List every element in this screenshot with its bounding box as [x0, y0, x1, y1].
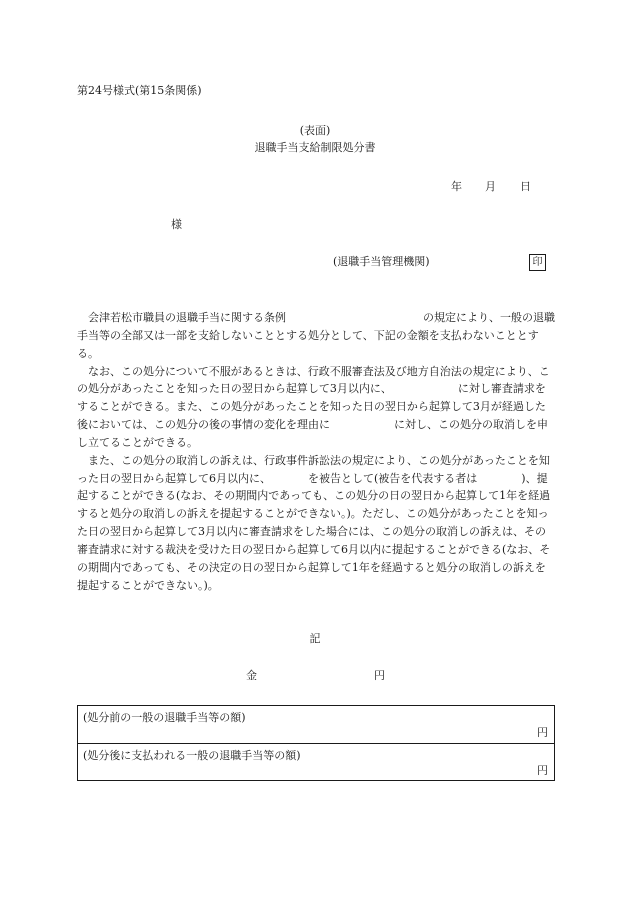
row-unit-before: 円 [537, 726, 548, 739]
seal-stamp: 印 [529, 254, 546, 271]
amount-unit: 円 [374, 669, 385, 682]
form-number: 第24号様式(第15条関係) [77, 84, 202, 97]
date-month: 月 [485, 180, 496, 193]
p3-text-a: また、この処分の取消しの訴えは、行政事件訴訟法の規定により、この処分があったことを知った日の翌日から起算して6月以内に、 [77, 453, 550, 485]
p3-text-c: )、提起することができる(なお、その期間内であっても、この処分の日の翌日から起算して1年を経過すると処分の取消しの訴えを提起することができない。)。ただし、この処分があったことを知った日の翌日から起算して3月以内に審査請求をした場合には、この処分の取消しの訴えは、その審査請求に対する裁決を受けた日の翌日から起算して6月以内に提起することができる(なお、その期間内であっても、その決定の日の翌日から起算して1年を経過すると処分の取消しの訴えを提起することができない。)。 [77, 471, 551, 592]
p1-text-a: 会津若松市職員の退職手当に関する条例 [88, 311, 286, 324]
issuer-label: (退職手当管理機関) [333, 255, 430, 268]
addressee-suffix: 様 [171, 218, 182, 231]
paragraph-2 [77, 363, 555, 452]
row-label-after: (処分後に支払われる一般の退職手当等の額) [83, 749, 301, 762]
table-row [78, 706, 554, 743]
p2-text-a: なお、この処分について不服があるときは、行政不服審査法及び地方自治法の規定により、この処分があったことを知った日の翌日から起算して3月以内に、 [77, 364, 550, 396]
paragraph-3 [77, 452, 555, 595]
p3-text-b: を被告として(被告を代表する者は [308, 471, 478, 485]
row-label-before: (処分前の一般の退職手当等の額) [83, 711, 246, 724]
p1-text-b: の規定により、一般の退職手当等の全部又は一部を支給しないこととする処分として、下記の金額を支払わないこととする。 [77, 311, 555, 360]
paragraph-1 [77, 309, 555, 363]
side-label: (表面) [299, 124, 331, 137]
document-title: 退職手当支給制限処分書 [254, 141, 376, 154]
date-day: 日 [520, 180, 531, 193]
date-year: 年 [451, 180, 462, 193]
amount-prefix: 金 [246, 669, 257, 682]
table-row [78, 743, 554, 780]
row-unit-after: 円 [537, 764, 548, 777]
amount-table [77, 705, 555, 781]
p2-text-c: に対し、この処分の取消しを申し立てることができる。 [77, 418, 548, 449]
ki-label: 記 [309, 632, 321, 645]
body-text [77, 309, 555, 595]
p2-text-b: に対し審査請求をすることができる。また、この処分があったことを知った日の翌日から起算して3月が経過した後においては、この処分の後の事情の変化を理由に [77, 382, 546, 432]
